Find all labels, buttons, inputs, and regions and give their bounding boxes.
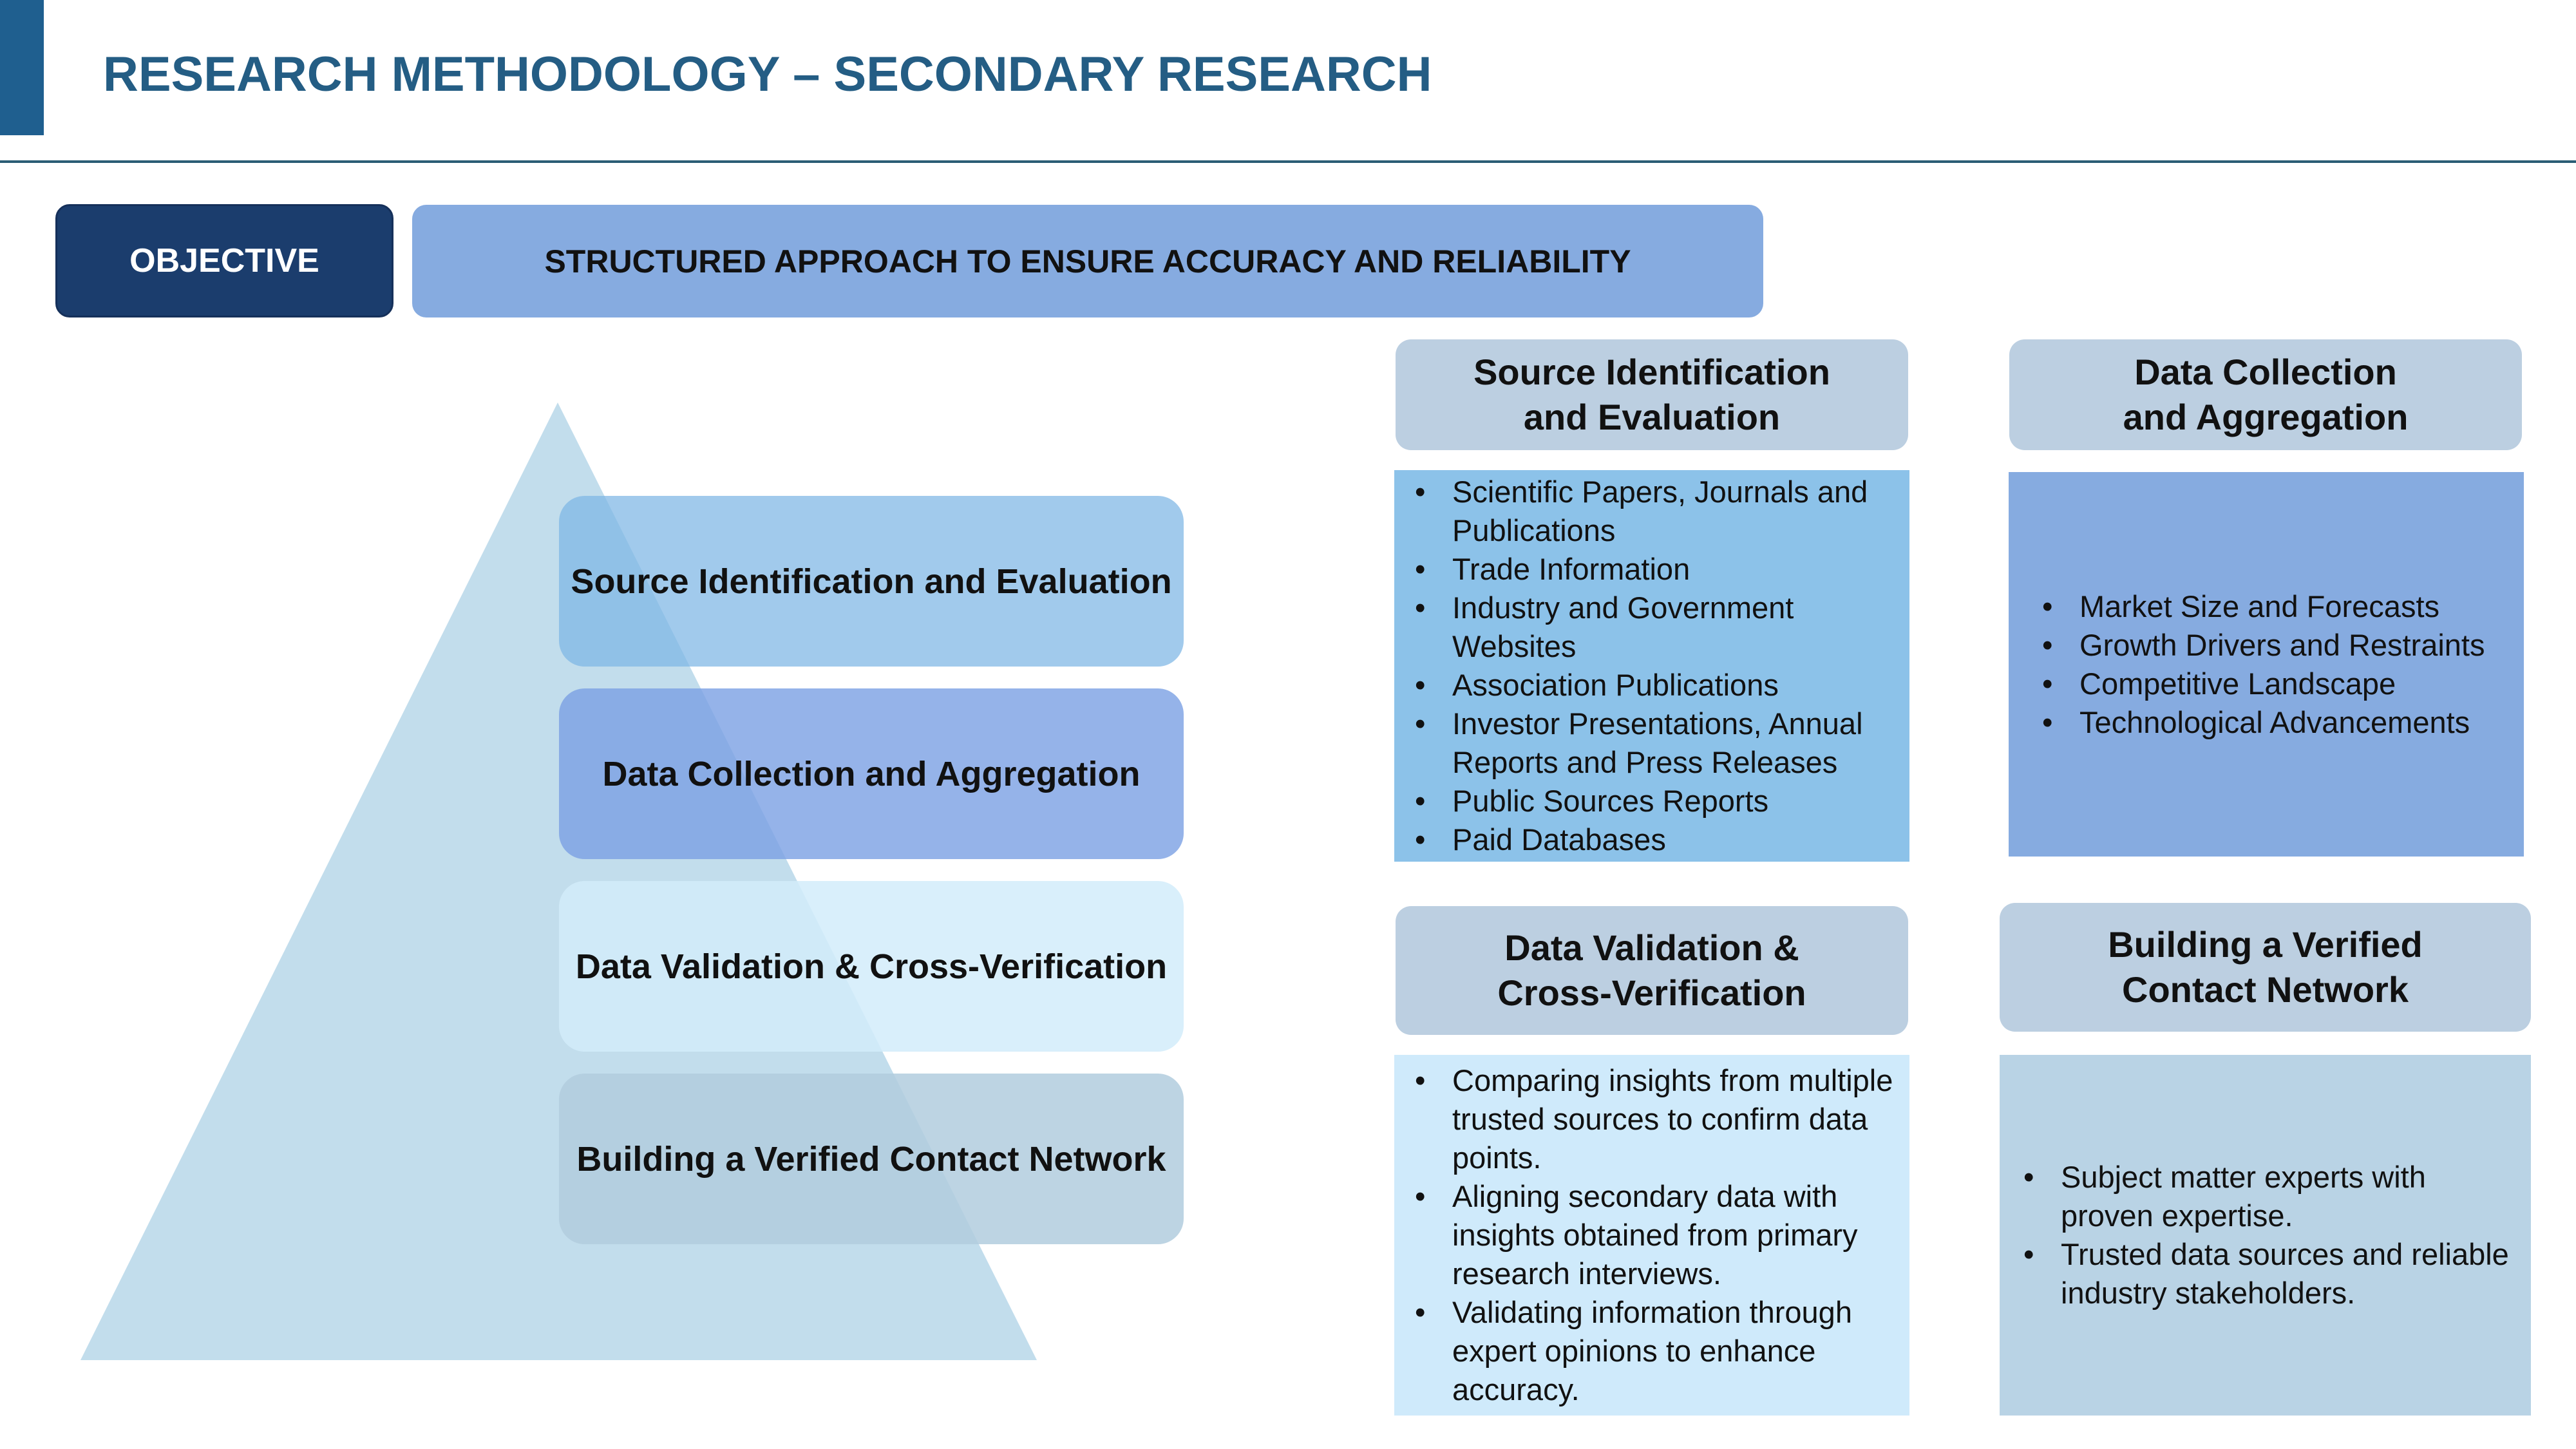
list-item: • Industry and Government Websites [1452, 589, 1897, 666]
bullet-list [1399, 1061, 1897, 1409]
page-title: RESEARCH METHODOLOGY – SECONDARY RESEARCH [103, 47, 1432, 102]
panel-body-data-collection [2009, 472, 2524, 857]
panel-header-contact-network [2000, 903, 2531, 1032]
panel-header-line1: Data Validation & [1504, 927, 1799, 968]
pyramid-step-data-validation: Data Validation & Cross-Verification [559, 881, 1184, 1052]
objective-label: OBJECTIVE [55, 204, 393, 317]
panel-header-line2: and Aggregation [2123, 397, 2409, 437]
bullet-list [2027, 587, 2485, 742]
panel-header-line1: Data Collection [2134, 352, 2397, 392]
bullet-list [2008, 1158, 2518, 1312]
objective-text: STRUCTURED APPROACH TO ENSURE ACCURACY AND RELIABILITY [412, 205, 1763, 317]
list-item: • Trusted data sources and reliable industry stakeholders. [2061, 1235, 2518, 1312]
panel-header-line2: Cross-Verification [1497, 972, 1806, 1013]
list-item: • Aligning secondary data with insights obtained from primary research interviews. [1452, 1177, 1897, 1293]
pyramid-step-source-identification: Source Identification and Evaluation [559, 496, 1184, 667]
panel-body-contact-network [2000, 1055, 2531, 1416]
list-item: • Public Sources Reports [1452, 782, 1897, 820]
list-item: • Technological Advancements [2079, 703, 2485, 742]
panel-body-data-validation [1394, 1055, 1909, 1416]
panel-header-line1: Building a Verified [2108, 924, 2423, 965]
list-item: • Validating information through expert opinions to enhance accuracy. [1452, 1293, 1897, 1409]
pyramid-step-contact-network: Building a Verified Contact Network [559, 1074, 1184, 1244]
list-item: • Trade Information [1452, 550, 1897, 589]
panel-header-line1: Source Identification [1473, 352, 1830, 392]
panel-header-data-validation [1396, 906, 1908, 1035]
list-item: • Paid Databases [1452, 820, 1897, 859]
panel-body-source-identification [1394, 470, 1909, 862]
list-item: • Association Publications [1452, 666, 1897, 705]
panel-header-source-identification [1396, 339, 1908, 450]
list-item: • Market Size and Forecasts [2079, 587, 2485, 626]
panel-header-line2: and Evaluation [1523, 397, 1781, 437]
panel-header-line2: Contact Network [2122, 969, 2409, 1010]
list-item: • Growth Drivers and Restraints [2079, 626, 2485, 665]
list-item: • Subject matter experts with proven expertise. [2061, 1158, 2518, 1235]
list-item: • Competitive Landscape [2079, 665, 2485, 703]
list-item: • Comparing insights from multiple trusted sources to confirm data points. [1452, 1061, 1897, 1177]
panel-header-data-collection [2009, 339, 2522, 450]
list-item: • Scientific Papers, Journals and Publications [1452, 473, 1897, 550]
pyramid-step-data-collection: Data Collection and Aggregation [559, 688, 1184, 859]
bullet-list [1399, 473, 1897, 859]
list-item: • Investor Presentations, Annual Reports and Press Releases [1452, 705, 1897, 782]
